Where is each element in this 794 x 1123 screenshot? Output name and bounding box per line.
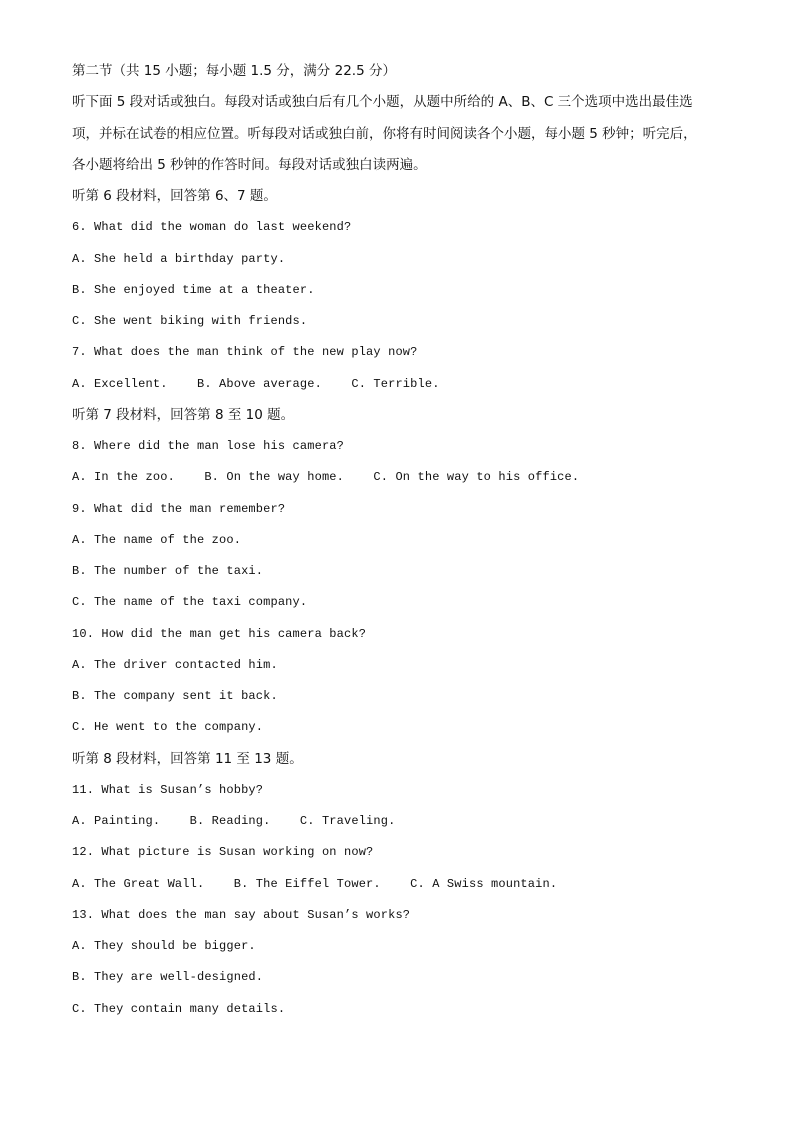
question-10: 10. How did the man get his camera back? — [72, 626, 367, 641]
question-6-option-c: C. She went biking with friends. — [72, 314, 308, 328]
question-7-options: A. Excellent. B. Above average. C. Terrible. — [72, 376, 440, 391]
question-9-option-c: C. The name of the taxi company. — [72, 595, 308, 610]
passage-7-header: 听第 7 段材料，回答第 8 至 10 题。 — [72, 406, 295, 423]
instructions-line-3: 各小题将给出 5 秒钟的作答时间。每段对话或独白读两遍。 — [72, 156, 427, 173]
question-13-option-a: A. They should be bigger. — [72, 939, 256, 953]
question-13-option-c: C. They contain many details. — [72, 1001, 286, 1016]
question-6: 6. What did the woman do last weekend? — [72, 220, 352, 235]
question-7: 7. What does the man think of the new play now? — [72, 345, 418, 360]
instructions-line-1: 听下面 5 段对话或独白。每段对话或独白后有几个小题，从题中所给的 A、B、C 三个选项中选出最佳选 — [72, 94, 693, 111]
question-10-option-c: C. He went to the company. — [72, 720, 264, 735]
question-12-options: A. The Great Wall. B. The Eiffel Tower. C. A Swiss mountain. — [72, 876, 558, 891]
question-11: 11. What is Susan’s hobby? — [72, 782, 264, 797]
question-6-option-a: A. She held a birthday party. — [72, 251, 286, 266]
question-8-options: A. In the zoo. B. On the way home. C. On the way to his office. — [72, 470, 580, 485]
exam-page — [72, 63, 722, 1032]
question-11-options: A. Painting. B. Reading. C. Traveling. — [72, 814, 396, 828]
question-10-option-a: A. The driver contacted him. — [72, 657, 278, 672]
question-9-option-b: B. The number of the taxi. — [72, 564, 264, 578]
question-13: 13. What does the man say about Susan’s works? — [72, 907, 411, 922]
question-10-option-b: B. The company sent it back. — [72, 689, 278, 703]
question-6-option-b: B. She enjoyed time at a theater. — [72, 282, 315, 297]
question-9: 9. What did the man remember? — [72, 501, 286, 516]
question-9-option-a: A. The name of the zoo. — [72, 532, 242, 547]
question-12: 12. What picture is Susan working on now? — [72, 845, 374, 860]
question-13-option-b: B. They are well-designed. — [72, 970, 264, 985]
section-heading: 第二节（共 15 小题；每小题 1.5 分，满分 22.5 分） — [72, 63, 396, 79]
passage-8-header: 听第 8 段材料，回答第 11 至 13 题。 — [72, 750, 303, 767]
question-8: 8. Where did the man lose his camera? — [72, 439, 344, 453]
passage-6-header: 听第 6 段材料，回答第 6、7 题。 — [72, 188, 277, 204]
instructions-line-2: 项，并标在试卷的相应位置。听每段对话或独白前，你将有时间阅读各个小题，每小题 5 秒钟；听完后， — [72, 125, 697, 142]
